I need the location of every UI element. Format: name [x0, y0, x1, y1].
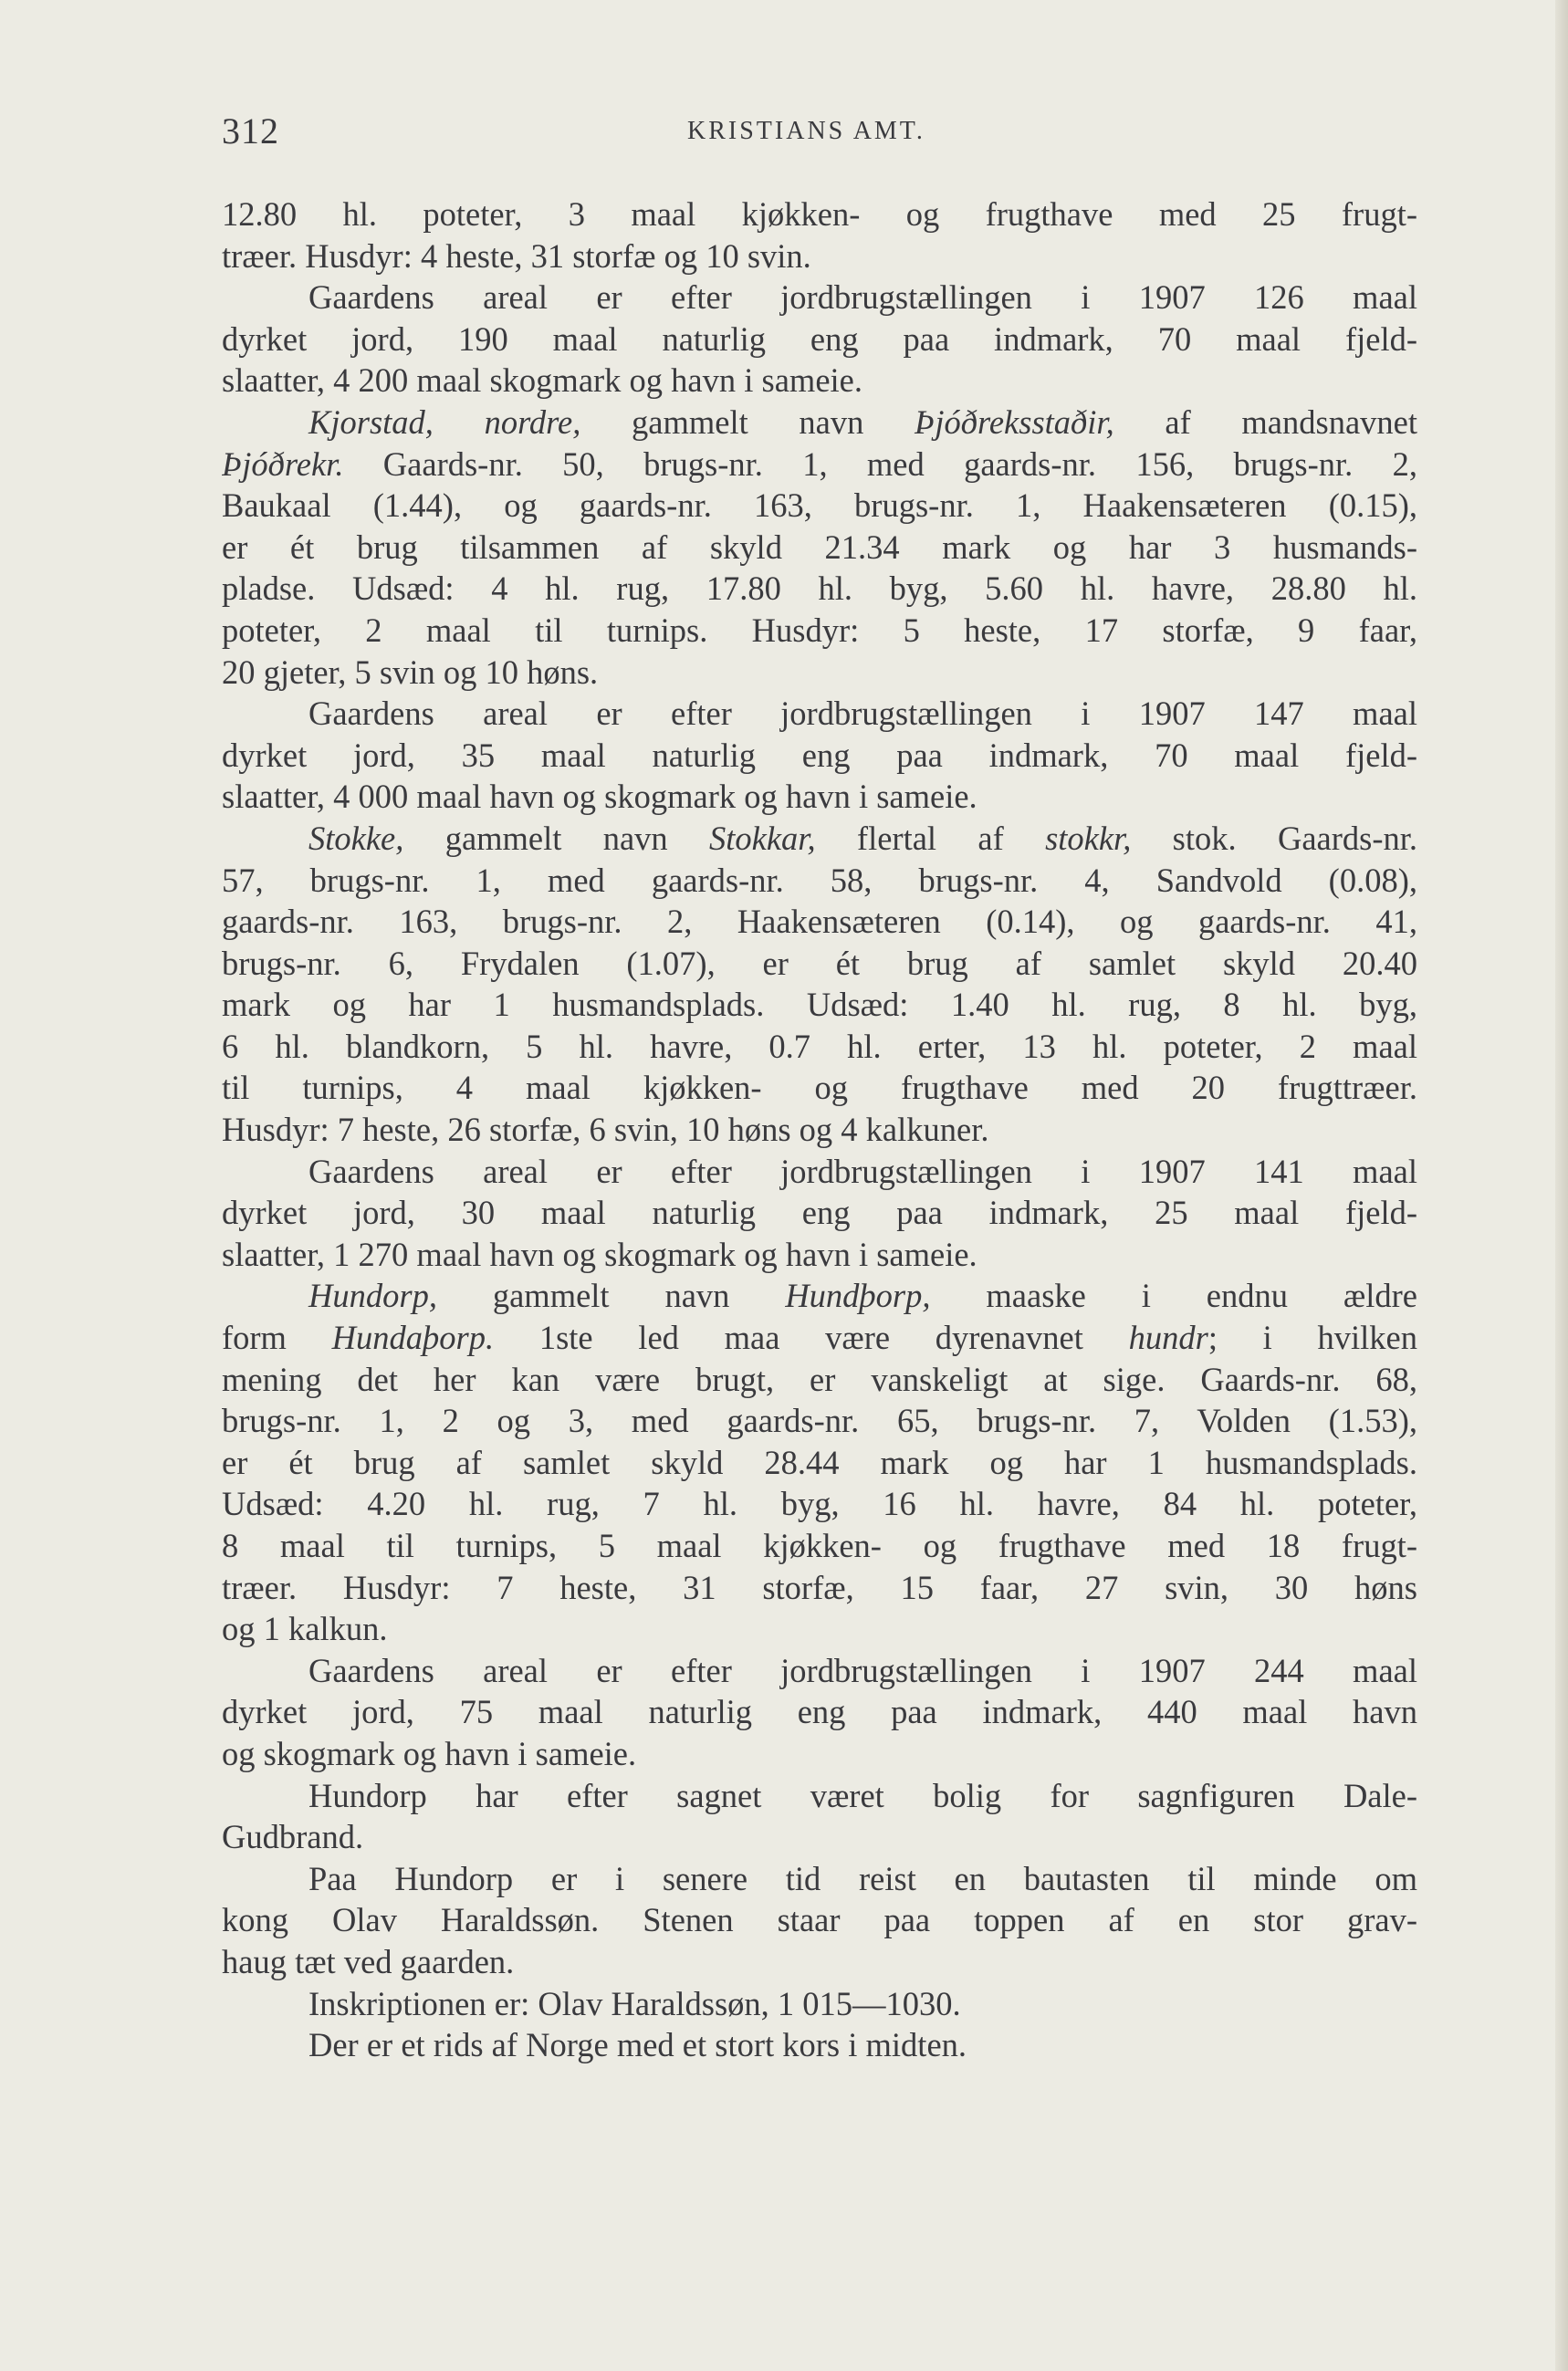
text-line: [222, 693, 1417, 735]
text-segment: gammelt navn: [403, 819, 710, 857]
text-line: [222, 1733, 1417, 1775]
text-line: [222, 1608, 1417, 1650]
text-line: [222, 1567, 1417, 1609]
text-line: [222, 444, 1417, 486]
text-segment: stok. Gaards-nr.: [1131, 819, 1417, 857]
text-segment: dyrket jord, 30 maal naturlig eng paa indmark, 25 maal fjeld-: [222, 1194, 1417, 1232]
italic-name-segment: Hundþorp,: [785, 1277, 931, 1315]
text-line: [222, 568, 1417, 610]
text-segment: Gaardens areal er efter jordbrugstællingen i 1907 141 maal: [308, 1152, 1417, 1190]
text-line: [222, 1691, 1417, 1733]
text-line: [222, 943, 1417, 985]
text-line: [222, 1109, 1417, 1151]
text-segment: Udsæd: 4.20 hl. rug, 7 hl. byg, 16 hl. havre, 84 hl. poteter,: [222, 1485, 1417, 1523]
text-line: [222, 1359, 1417, 1401]
text-segment: Gudbrand.: [222, 1818, 364, 1856]
text-segment: gammelt navn: [436, 1277, 786, 1315]
running-head: KRISTIANS AMT.: [687, 117, 925, 145]
italic-name-segment: Stokkar,: [709, 819, 816, 857]
text-segment: Gaardens areal er efter jordbrugstællingen i 1907 126 maal: [308, 278, 1417, 317]
text-segment: maaske i endnu ældre: [930, 1277, 1417, 1315]
text-segment: flertal af: [815, 819, 1046, 857]
text-segment: træer. Husdyr: 4 heste, 31 storfæ og 10 svin.: [222, 236, 811, 275]
text-segment: Paa Hundorp er i senere tid reist en bautasten til minde om: [308, 1859, 1417, 1897]
text-segment: er ét brug tilsammen af skyld 21.34 mark og har 3 husmands-: [222, 527, 1417, 566]
text-line: [222, 1400, 1417, 1442]
text-segment: 6 hl. blandkorn, 5 hl. havre, 0.7 hl. erter, 13 hl. poteter, 2 maal: [222, 1027, 1417, 1065]
text-segment: træer. Husdyr: 7 heste, 31 storfæ, 15 faar, 27 svin, 30 høns: [222, 1568, 1417, 1606]
text-line: [222, 1442, 1417, 1484]
text-segment: af mandsnavnet: [1113, 402, 1417, 441]
text-segment: Inskriptionen er: Olav Haraldssøn, 1 015—1030.: [308, 1984, 961, 2022]
text-segment: Hundorp har efter sagnet været bolig for sagnfiguren Dale-: [308, 1776, 1417, 1814]
italic-name-segment: Stokke,: [308, 819, 404, 857]
text-segment: slaatter, 1 270 maal havn og skogmark og havn i sameie.: [222, 1235, 977, 1273]
text-line: [222, 818, 1417, 860]
text-line: [222, 2024, 1417, 2066]
text-segment: Der er et rids af Norge med et stort kors i midten.: [308, 2026, 967, 2064]
text-line: [222, 402, 1417, 444]
text-segment: kong Olav Haraldssøn. Stenen staar paa toppen af en stor grav-: [222, 1901, 1417, 1939]
page-number: 312: [222, 110, 279, 151]
text-segment: Gaardens areal er efter jordbrugstællingen i 1907 147 maal: [308, 695, 1417, 733]
text-line: [222, 1026, 1417, 1068]
body-text: [222, 193, 1417, 2066]
text-segment: dyrket jord, 75 maal naturlig eng paa indmark, 440 maal havn: [222, 1693, 1417, 1731]
page-edge-shadow: [1555, 0, 1568, 2371]
italic-name-segment: Þjóðreksstaðir,: [915, 402, 1114, 441]
text-line: [222, 1192, 1417, 1234]
italic-name-segment: Hundaþorp.: [331, 1319, 495, 1357]
text-segment: form: [222, 1319, 332, 1357]
italic-name-segment: hundr: [1128, 1319, 1208, 1357]
text-line: [222, 1525, 1417, 1567]
text-line: [222, 652, 1417, 694]
text-line: [222, 1151, 1417, 1193]
text-line: [222, 360, 1417, 402]
text-segment: 57, brugs-nr. 1, med gaards-nr. 58, brugs-nr. 4, Sandvold (0.08),: [222, 861, 1417, 899]
text-line: [222, 1816, 1417, 1858]
page-header: [222, 110, 1417, 155]
text-segment: brugs-nr. 6, Frydalen (1.07), er ét brug af samlet skyld 20.40: [222, 944, 1417, 982]
text-line: [222, 1234, 1417, 1276]
text-line: [222, 1983, 1417, 2025]
text-segment: er ét brug af samlet skyld 28.44 mark og har 1 husmandsplads.: [222, 1443, 1417, 1481]
text-line: [222, 193, 1417, 235]
text-segment: til turnips, 4 maal kjøkken- og frugthave med 20 frugttræer.: [222, 1069, 1417, 1107]
text-line: [222, 1775, 1417, 1817]
italic-name-segment: Kjorstad, nordre,: [308, 402, 581, 441]
text-segment: brugs-nr. 1, 2 og 3, med gaards-nr. 65, brugs-nr. 7, Volden (1.53),: [222, 1402, 1417, 1440]
text-segment: mening det her kan være brugt, er vanskeligt at sige. Gaards-nr. 68,: [222, 1360, 1417, 1398]
text-segment: Baukaal (1.44), og gaards-nr. 163, brugs-nr. 1, Haakensæteren (0.15),: [222, 486, 1417, 525]
text-segment: 20 gjeter, 5 svin og 10 høns.: [222, 653, 599, 691]
text-segment: mark og har 1 husmandsplads. Udsæd: 1.40 hl. rug, 8 hl. byg,: [222, 986, 1417, 1024]
text-segment: ; i hvilken: [1207, 1319, 1417, 1357]
text-segment: Gaardens areal er efter jordbrugstællingen i 1907 244 maal: [308, 1651, 1417, 1689]
text-line: [222, 485, 1417, 527]
text-line: [222, 1483, 1417, 1525]
text-line: [222, 1067, 1417, 1109]
text-segment: pladse. Udsæd: 4 hl. rug, 17.80 hl. byg, 5.60 hl. havre, 28.80 hl.: [222, 569, 1417, 608]
text-segment: gammelt navn: [580, 402, 915, 441]
text-line: [222, 776, 1417, 818]
text-line: [222, 235, 1417, 277]
text-segment: slaatter, 4 000 maal havn og skogmark og havn i sameie.: [222, 778, 977, 816]
text-segment: 12.80 hl. poteter, 3 maal kjøkken- og frugthave med 25 frugt-: [222, 195, 1417, 233]
text-segment: Husdyr: 7 heste, 26 storfæ, 6 svin, 10 høns og 4 kalkuner.: [222, 1111, 989, 1149]
text-line: [222, 984, 1417, 1026]
text-line: [222, 735, 1417, 777]
text-segment: gaards-nr. 163, brugs-nr. 2, Haakensæteren (0.14), og gaards-nr. 41,: [222, 903, 1417, 941]
italic-name-segment: Hundorp,: [308, 1277, 437, 1315]
text-line: [222, 901, 1417, 943]
italic-name-segment: stokkr,: [1045, 819, 1132, 857]
text-line: [222, 1650, 1417, 1692]
text-line: [222, 277, 1417, 319]
text-segment: slaatter, 4 200 maal skogmark og havn i sameie.: [222, 361, 862, 400]
text-line: [222, 610, 1417, 652]
text-segment: 8 maal til turnips, 5 maal kjøkken- og frugthave med 18 frugt-: [222, 1527, 1417, 1564]
text-line: [222, 319, 1417, 360]
text-line: [222, 1317, 1417, 1359]
text-segment: dyrket jord, 35 maal naturlig eng paa indmark, 70 maal fjeld-: [222, 736, 1417, 774]
text-line: [222, 1941, 1417, 1983]
text-line: [222, 860, 1417, 902]
italic-name-segment: Þjóðrekr.: [222, 444, 344, 483]
text-segment: 1ste led maa være dyrenavnet: [494, 1319, 1129, 1357]
text-line: [222, 1275, 1417, 1317]
text-line: [222, 1899, 1417, 1941]
text-segment: dyrket jord, 190 maal naturlig eng paa indmark, 70 maal fjeld-: [222, 319, 1417, 358]
text-line: [222, 1858, 1417, 1900]
text-segment: og 1 kalkun.: [222, 1610, 388, 1648]
text-segment: og skogmark og havn i sameie.: [222, 1734, 637, 1772]
text-line: [222, 527, 1417, 569]
text-segment: Gaards-nr. 50, brugs-nr. 1, med gaards-nr. 156, brugs-nr. 2,: [343, 444, 1417, 483]
text-segment: poteter, 2 maal til turnips. Husdyr: 5 heste, 17 storfæ, 9 faar,: [222, 611, 1417, 649]
text-segment: haug tæt ved gaarden.: [222, 1942, 515, 1980]
